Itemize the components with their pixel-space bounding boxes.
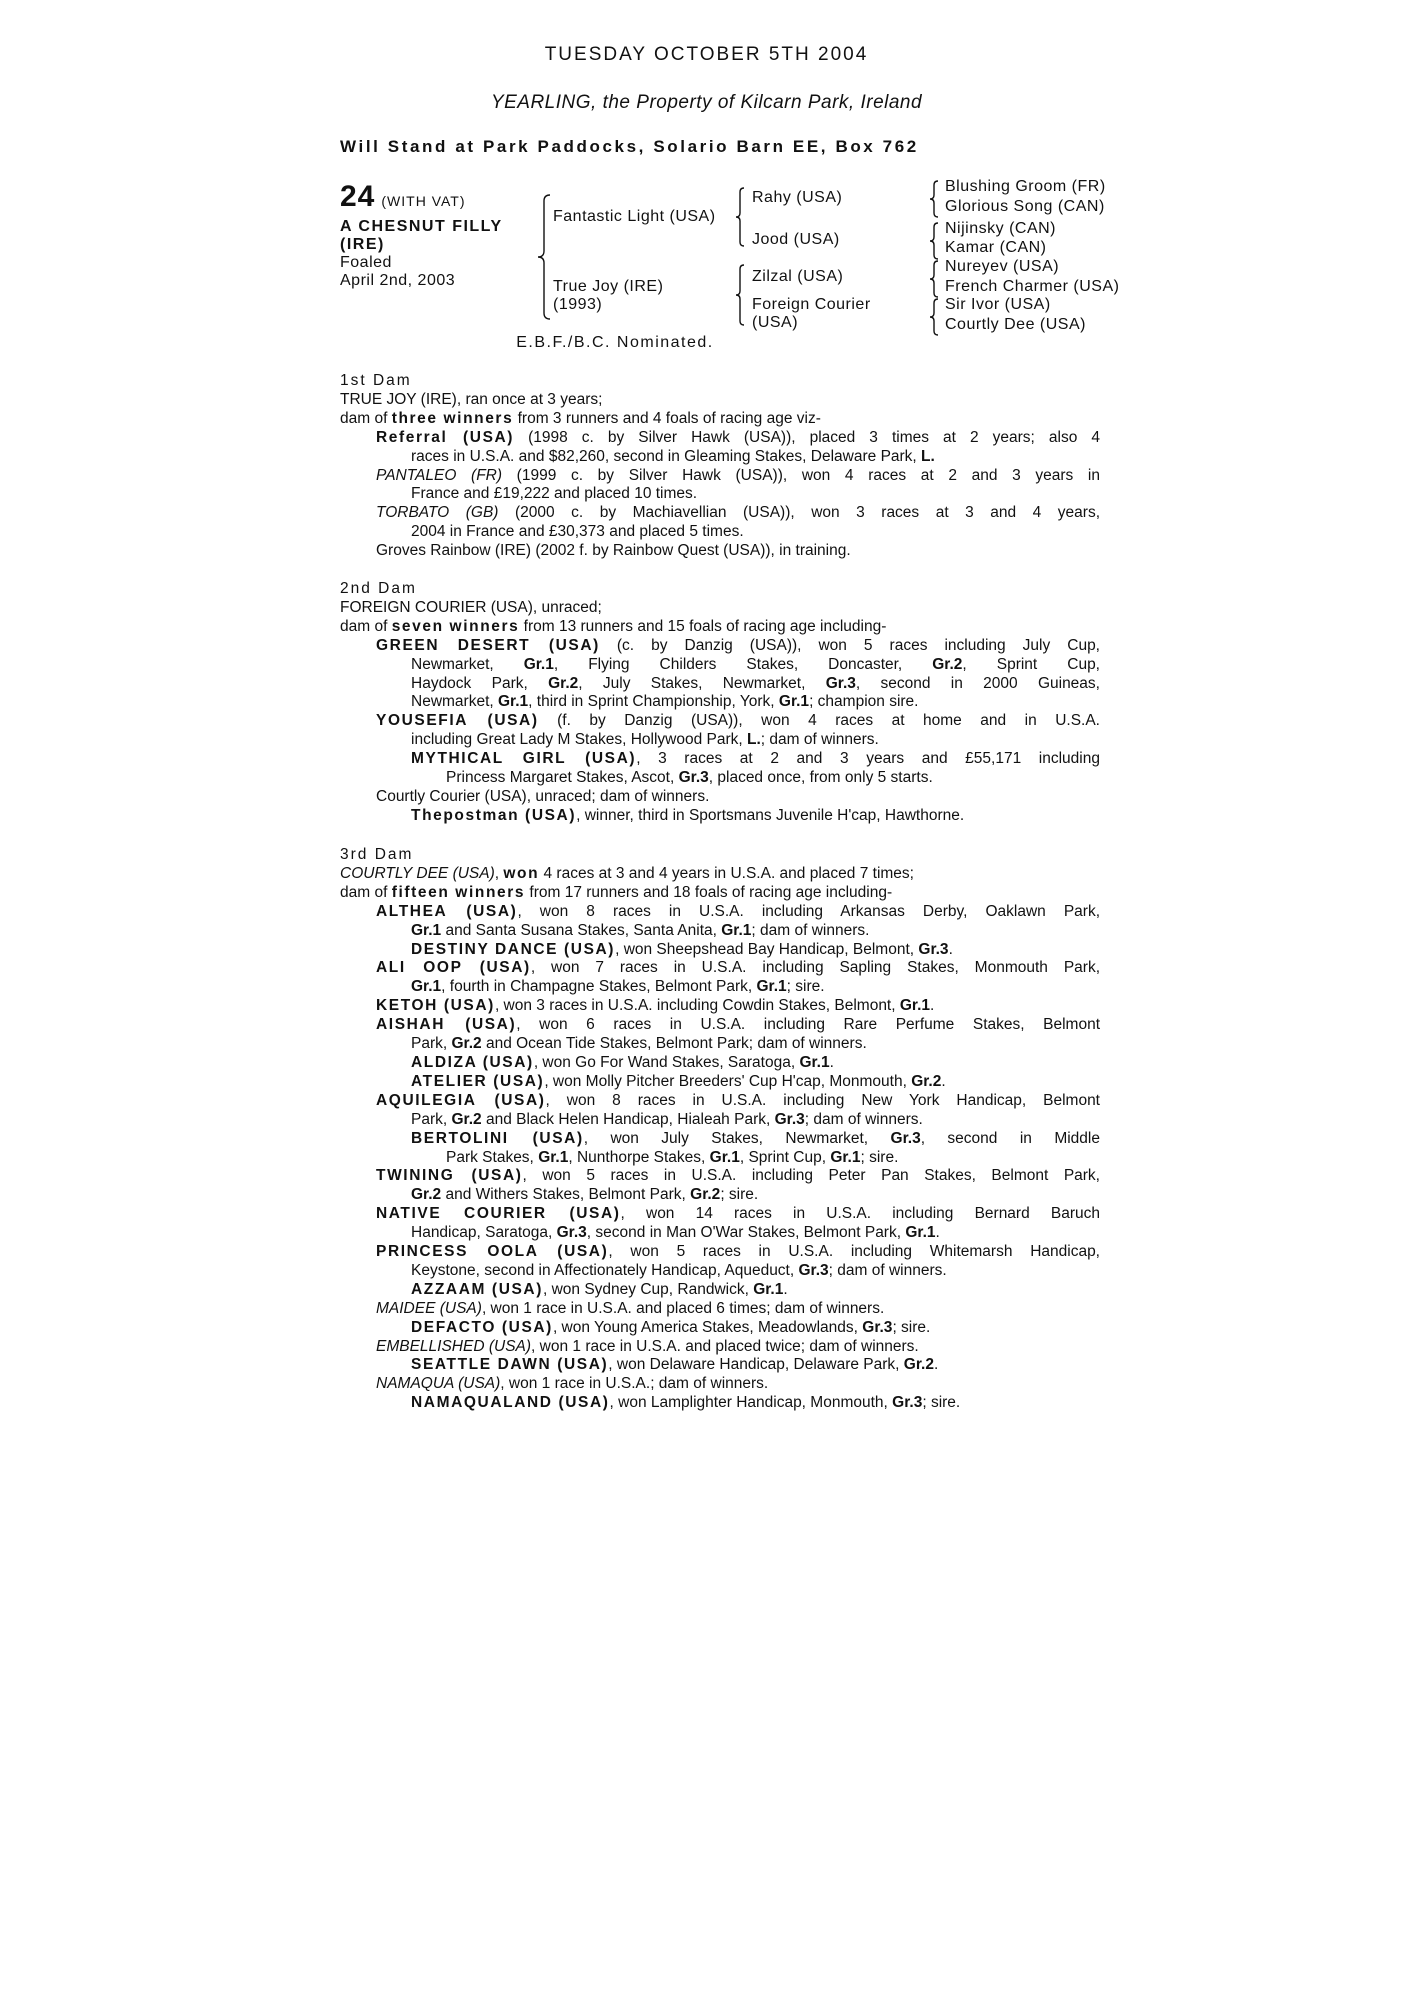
horse-name: Referral (USA) xyxy=(376,428,515,446)
text-run: , 3 races at 2 and 3 years and £55,171 including xyxy=(636,750,1100,768)
text-run: Gr.1 xyxy=(498,693,529,711)
pedigree-sire-dam: Jood (USA) xyxy=(752,231,840,248)
pedigree-text-line xyxy=(340,637,1100,656)
dam-heading: 2nd Dam xyxy=(340,580,417,597)
dam-heading: 1st Dam xyxy=(340,372,412,389)
text-run: Park, xyxy=(411,1035,452,1053)
text-run: Gr.1 xyxy=(899,997,931,1015)
pedigree-text-line xyxy=(340,485,1100,504)
sale-date: TUESDAY OCTOBER 5TH 2004 xyxy=(544,44,869,65)
text-run: , third in Sprint Championship, York, xyxy=(528,693,779,711)
pedigree-gen3-7: Sir Ivor (USA) xyxy=(945,296,1051,313)
nomination-note: E.B.F./B.C. Nominated. xyxy=(516,334,714,351)
text-run: Gr.3 xyxy=(892,1394,923,1412)
horse-name: KETOH (USA) xyxy=(376,997,495,1015)
vendor-subtitle: YEARLING, the Property of Kilcarn Park, Ireland xyxy=(490,92,923,113)
text-run: , won Sheepshead Bay Handicap, Belmont, xyxy=(615,940,919,958)
horse-name: MYTHICAL GIRL (USA) xyxy=(411,750,637,768)
horse-name: ALTHEA (USA) xyxy=(376,902,518,920)
horse-name: TORBATO (GB) xyxy=(376,504,499,522)
first-dam-section xyxy=(340,372,1100,561)
pedigree-g2-brace xyxy=(928,222,940,260)
pedigree-text-line xyxy=(340,1149,1100,1168)
pedigree-text-line xyxy=(340,712,1100,731)
text-run: Newmarket, xyxy=(411,693,498,711)
text-run: Gr.3 xyxy=(890,1129,921,1147)
text-run: ; dam of winners. xyxy=(751,921,870,939)
text-run: . xyxy=(933,1356,939,1374)
second-dam-section xyxy=(340,580,1100,826)
text-run: , won July Stakes, Newmarket, xyxy=(583,1129,891,1147)
pedigree-text-line xyxy=(340,1262,1100,1281)
text-run: (1998 c. by Silver Hawk (USA)), placed 3 times at 2 years; also 4 xyxy=(514,428,1100,446)
pedigree-text-line xyxy=(340,807,1100,826)
section-heading xyxy=(340,846,1100,865)
pedigree-g3-brace xyxy=(928,260,940,298)
text-run: Newmarket, xyxy=(411,655,524,673)
horse-name: fifteen winners xyxy=(391,883,526,901)
pedigree-text-line xyxy=(340,903,1100,922)
pedigree-text-line xyxy=(340,1186,1100,1205)
pedigree-sire: Fantastic Light (USA) xyxy=(553,208,716,225)
text-run: Gr.3 xyxy=(678,769,709,787)
text-run: , won 8 races in U.S.A. including Arkansas Derby, Oaklawn Park, xyxy=(517,902,1100,920)
horse-name: three winners xyxy=(391,409,514,427)
horse-name: EMBELLISHED (USA) xyxy=(376,1337,532,1355)
text-run: , won Molly Pitcher Breeders' Cup H'cap, Monmouth, xyxy=(544,1072,912,1090)
pedigree-text-line xyxy=(340,959,1100,978)
text-run: 4 races at 3 and 4 years in U.S.A. and placed 7 times; xyxy=(539,864,914,882)
pedigree-text-line xyxy=(340,1205,1100,1224)
text-run: , Sprint Cup, xyxy=(739,1148,831,1166)
text-run: Park, xyxy=(411,1110,452,1128)
pedigree-text-line xyxy=(340,1281,1100,1300)
horse-name: AQUILEGIA (USA) xyxy=(376,1091,546,1109)
pedigree-text-line xyxy=(340,1130,1100,1149)
pedigree-text-line xyxy=(340,1338,1100,1357)
text-run: 2004 in France and £30,373 and placed 5 times. xyxy=(411,523,744,541)
text-run: , won 1 race in U.S.A. and placed 6 times; dam of winners. xyxy=(481,1299,885,1317)
text-run: , won Sydney Cup, Randwick, xyxy=(542,1280,754,1298)
pedigree-sire-brace xyxy=(734,187,746,247)
pedigree-text-line xyxy=(340,599,1100,618)
text-run: , won 1 race in U.S.A.; dam of winners. xyxy=(500,1375,769,1393)
text-run: (c. by Danzig (USA)), won 5 races including July Cup, xyxy=(599,636,1100,654)
text-run: , second in 2000 Guineas, xyxy=(855,674,1100,692)
text-run: Gr.1 xyxy=(830,1148,861,1166)
text-run: , placed once, from only 5 starts. xyxy=(708,769,933,787)
text-run: , winner, third in Sportsmans Juvenile H'cap, Hawthorne. xyxy=(576,806,965,824)
pedigree-text-line xyxy=(340,675,1100,694)
pedigree-gen3-3: Nijinsky (CAN) xyxy=(945,220,1056,237)
horse-name: PANTALEO (FR) xyxy=(376,466,503,484)
pedigree-text-line xyxy=(340,467,1100,486)
pedigree-dam-sire: Zilzal (USA) xyxy=(752,268,844,285)
text-run: races in U.S.A. and $82,260, second in Gleaming Stakes, Delaware Park, xyxy=(411,447,922,465)
pedigree-g1-brace xyxy=(928,180,940,218)
horse-name: NAMAQUA (USA) xyxy=(376,1375,501,1393)
text-run: , won Lamplighter Handicap, Monmouth, xyxy=(609,1394,893,1412)
horse-name: COURTLY DEE (USA) xyxy=(340,864,495,882)
text-run: Handicap, Saratoga, xyxy=(411,1224,557,1242)
pedigree-text-line xyxy=(340,1224,1100,1243)
text-run: Gr.1 xyxy=(778,693,810,711)
lot-number: 24 xyxy=(340,180,376,213)
pedigree-text-line xyxy=(340,618,1100,637)
text-run: , xyxy=(494,864,504,882)
text-run: FOREIGN COURIER (USA), unraced; xyxy=(340,598,602,616)
text-run: . xyxy=(941,1072,946,1090)
pedigree-text-line xyxy=(340,1035,1100,1054)
pedigree-text-line xyxy=(340,1375,1100,1394)
text-run: Gr.1 xyxy=(721,921,752,939)
pedigree-text-line xyxy=(340,1300,1100,1319)
pedigree-text-line xyxy=(340,1394,1100,1413)
horse-name: GREEN DESERT (USA) xyxy=(376,636,600,654)
text-run: , won 14 races in U.S.A. including Bernard Baruch xyxy=(620,1205,1100,1223)
pedigree-dam-dam-country: (USA) xyxy=(752,314,799,331)
pedigree-text-line xyxy=(340,1356,1100,1375)
section-heading xyxy=(340,580,1100,599)
text-run: ; dam of winners. xyxy=(804,1110,923,1128)
text-run: Gr.2 xyxy=(451,1110,482,1128)
horse-name: SEATTLE DAWN (USA) xyxy=(411,1356,609,1374)
text-run: . xyxy=(829,1053,834,1071)
text-run: Gr.2 xyxy=(903,1356,934,1374)
text-run: and Santa Susana Stakes, Santa Anita, xyxy=(441,921,722,939)
text-run: Gr.2 xyxy=(548,674,579,692)
text-run: (1999 c. by Silver Hawk (USA)), won 4 races at 2 and 3 years in xyxy=(502,466,1100,484)
text-run: Gr.1 xyxy=(538,1148,569,1166)
horse-name: BERTOLINI (USA) xyxy=(411,1129,584,1147)
horse-name: ATELIER (USA) xyxy=(411,1072,545,1090)
text-run: Gr.2 xyxy=(690,1186,721,1204)
pedigree-gen3-6: French Charmer (USA) xyxy=(945,278,1120,295)
horse-name: won xyxy=(503,864,540,882)
text-run: , won 6 races in U.S.A. including Rare Perfume Stakes, Belmont xyxy=(516,1016,1100,1034)
text-run: Gr.2 xyxy=(451,1035,482,1053)
pedigree-text-line xyxy=(340,1073,1100,1092)
pedigree-dam: True Joy (IRE) xyxy=(553,278,664,295)
pedigree-text-line xyxy=(340,1016,1100,1035)
text-run: , Flying Childers Stakes, Doncaster, xyxy=(553,655,933,673)
pedigree-sire-sire: Rahy (USA) xyxy=(752,189,843,206)
text-run: France and £19,222 and placed 10 times. xyxy=(411,485,698,503)
text-run: Gr.1 xyxy=(905,1224,936,1242)
pedigree-gen3-2: Glorious Song (CAN) xyxy=(945,198,1105,215)
horse-name: seven winners xyxy=(391,617,520,635)
horse-name: YOUSEFIA (USA) xyxy=(376,712,539,730)
text-run: . xyxy=(948,940,953,958)
dam-heading: 3rd Dam xyxy=(340,846,414,863)
horse-name: NATIVE COURIER (USA) xyxy=(376,1205,621,1223)
vat-note: (WITH VAT) xyxy=(381,193,466,209)
text-run: and Black Helen Handicap, Hialeah Park, xyxy=(481,1110,775,1128)
pedigree-dam-dam: Foreign Courier xyxy=(752,296,871,313)
pedigree-text-line xyxy=(340,865,1100,884)
text-run: ; sire. xyxy=(720,1186,759,1204)
text-run: ; champion sire. xyxy=(809,693,919,711)
text-run: Courtly Courier (USA), unraced; dam of winners. xyxy=(376,787,710,805)
text-run: . xyxy=(930,997,935,1015)
horse-name: MAIDEE (USA) xyxy=(376,1299,482,1317)
text-run: Gr.1 xyxy=(799,1053,830,1071)
pedigree-text-line xyxy=(340,941,1100,960)
text-run: , won Young America Stakes, Meadowlands, xyxy=(552,1318,863,1336)
text-run: from 3 runners and 4 foals of racing age viz- xyxy=(513,409,821,427)
horse-name: TWINING (USA) xyxy=(376,1167,523,1185)
pedigree-dam-year: (1993) xyxy=(553,296,603,313)
text-run: and Ocean Tide Stakes, Belmont Park; dam of winners. xyxy=(481,1035,867,1053)
pedigree-text-line xyxy=(340,1054,1100,1073)
horse-name: NAMAQUALAND (USA) xyxy=(411,1394,610,1412)
text-run: , won 7 races in U.S.A. including Sapling Stakes, Monmouth Park, xyxy=(530,959,1100,977)
pedigree-text-line xyxy=(340,1243,1100,1262)
pedigree-gen3-4: Kamar (CAN) xyxy=(945,239,1047,256)
pedigree-g4-brace xyxy=(928,298,940,336)
text-run: ; sire. xyxy=(860,1148,899,1166)
text-run: , second in Man O'War Stakes, Belmont Park, xyxy=(586,1224,906,1242)
text-run: , won 5 races in U.S.A. including Whitemarsh Handicap, xyxy=(608,1243,1100,1261)
text-run: ; sire. xyxy=(922,1394,961,1412)
horse-name: ALDIZA (USA) xyxy=(411,1053,534,1071)
pedigree-text-line xyxy=(340,1319,1100,1338)
text-run: , fourth in Champagne Stakes, Belmont Park, xyxy=(441,978,757,996)
text-run: dam of xyxy=(340,409,392,427)
pedigree-text-line xyxy=(340,750,1100,769)
lot-info xyxy=(340,180,550,290)
text-run: dam of xyxy=(340,617,392,635)
horse-name: AZZAAM (USA) xyxy=(411,1280,543,1298)
pedigree-text-line xyxy=(340,884,1100,903)
horse-name: DESTINY DANCE (USA) xyxy=(411,940,616,958)
text-run: , won 8 races in U.S.A. including New York Handicap, Belmont xyxy=(545,1091,1100,1109)
section-heading xyxy=(340,372,1100,391)
pedigree-text-line xyxy=(340,1092,1100,1111)
text-run: Gr.2 xyxy=(932,655,963,673)
pedigree-text-line xyxy=(340,769,1100,788)
pedigree-text-line xyxy=(340,1167,1100,1186)
text-run: Gr.3 xyxy=(825,674,856,692)
text-run: from 13 runners and 15 foals of racing age including- xyxy=(519,617,887,635)
pedigree-gen3-5: Nureyev (USA) xyxy=(945,258,1060,275)
pedigree-text-line xyxy=(340,448,1100,467)
pedigree-gen3-1: Blushing Groom (FR) xyxy=(945,178,1106,195)
text-run: (f. by Danzig (USA)), won 4 races at home and in U.S.A. xyxy=(538,712,1100,730)
pedigree-text-line xyxy=(340,542,1100,561)
pedigree-text-line xyxy=(340,410,1100,429)
text-run: Gr.3 xyxy=(556,1224,587,1242)
third-dam-section xyxy=(340,846,1100,1413)
text-run: , won Delaware Handicap, Delaware Park, xyxy=(608,1356,904,1374)
text-run: and Withers Stakes, Belmont Park, xyxy=(441,1186,691,1204)
pedigree-text-line xyxy=(340,429,1100,448)
text-run: Gr.1 xyxy=(709,1148,740,1166)
text-run: , Nunthorpe Stakes, xyxy=(568,1148,710,1166)
text-run: Gr.3 xyxy=(774,1110,805,1128)
pedigree-text-line xyxy=(340,788,1100,807)
foaled-date: April 2nd, 2003 xyxy=(340,272,456,289)
text-run: Gr.1 xyxy=(756,978,787,996)
horse-name: ALI OOP (USA) xyxy=(376,959,531,977)
stabling-location: Will Stand at Park Paddocks, Solario Barn EE, Box 762 xyxy=(340,137,919,156)
pedigree-text-line xyxy=(340,731,1100,750)
text-run: , Sprint Cup, xyxy=(962,655,1100,673)
pedigree-main-brace xyxy=(536,194,552,320)
text-run: Haydock Park, xyxy=(411,674,549,692)
text-run: from 17 runners and 18 foals of racing age including- xyxy=(525,883,893,901)
lot-description: A CHESNUT FILLY xyxy=(340,218,503,235)
pedigree-text-line xyxy=(340,978,1100,997)
text-run: ; dam of winners. xyxy=(828,1261,947,1279)
text-run: ; sire. xyxy=(786,978,825,996)
horse-name: AISHAH (USA) xyxy=(376,1016,517,1034)
text-run: dam of xyxy=(340,883,392,901)
text-run: TRUE JOY (IRE), ran once at 3 years; xyxy=(340,390,603,408)
horse-name: PRINCESS OOLA (USA) xyxy=(376,1243,609,1261)
text-run: Gr.2 xyxy=(411,1186,442,1204)
text-run: Park Stakes, xyxy=(446,1148,539,1166)
pedigree-text-line xyxy=(340,997,1100,1016)
text-run: , won 3 races in U.S.A. including Cowdin Stakes, Belmont, xyxy=(494,997,900,1015)
text-run: including Great Lady M Stakes, Hollywood Park, xyxy=(411,731,747,749)
lot-origin: (IRE) xyxy=(340,236,385,253)
text-run: , won Go For Wand Stakes, Saratoga, xyxy=(533,1053,800,1071)
text-run: Gr.2 xyxy=(911,1072,942,1090)
pedigree-text-line xyxy=(340,656,1100,675)
text-run: . xyxy=(935,1224,940,1242)
horse-name: Thepostman (USA) xyxy=(411,806,577,824)
text-run: Gr.3 xyxy=(862,1318,893,1336)
text-run: ; dam of winners. xyxy=(760,731,879,749)
text-run: Keystone, second in Affectionately Handicap, Aqueduct, xyxy=(411,1261,799,1279)
text-run: , second in Middle xyxy=(920,1129,1100,1147)
text-run: Gr.1 xyxy=(753,1280,784,1298)
text-run: (2000 c. by Machiavellian (USA)), won 3 races at 3 and 4 years, xyxy=(498,504,1100,522)
text-run: Princess Margaret Stakes, Ascot, xyxy=(446,769,679,787)
text-run: Gr.3 xyxy=(798,1261,829,1279)
text-run: , won 1 race in U.S.A. and placed twice; dam of winners. xyxy=(531,1337,919,1355)
pedigree-text-line xyxy=(340,922,1100,941)
text-run: Gr.3 xyxy=(918,940,949,958)
foaled-label: Foaled xyxy=(340,254,392,271)
pedigree-text-line xyxy=(340,523,1100,542)
pedigree-text-line xyxy=(340,693,1100,712)
text-run: ; sire. xyxy=(892,1318,931,1336)
pedigree-dam-brace xyxy=(734,264,746,326)
text-run: , won 5 races in U.S.A. including Peter Pan Stakes, Belmont Park, xyxy=(522,1167,1100,1185)
pedigree-text-line xyxy=(340,504,1100,523)
text-run: . xyxy=(783,1280,788,1298)
text-run: , July Stakes, Newmarket, xyxy=(578,674,826,692)
text-run: Groves Rainbow (IRE) (2002 f. by Rainbow Quest (USA)), in training. xyxy=(376,542,851,560)
pedigree-text-line xyxy=(340,391,1100,410)
pedigree-text-line xyxy=(340,1111,1100,1130)
text-run: L. xyxy=(747,731,761,749)
pedigree-gen3-8: Courtly Dee (USA) xyxy=(945,316,1086,333)
text-run: L. xyxy=(921,447,935,465)
horse-name: DEFACTO (USA) xyxy=(411,1318,553,1336)
text-run: Gr.1 xyxy=(523,655,554,673)
text-run: Gr.1 xyxy=(411,978,442,996)
text-run: Gr.1 xyxy=(411,921,442,939)
